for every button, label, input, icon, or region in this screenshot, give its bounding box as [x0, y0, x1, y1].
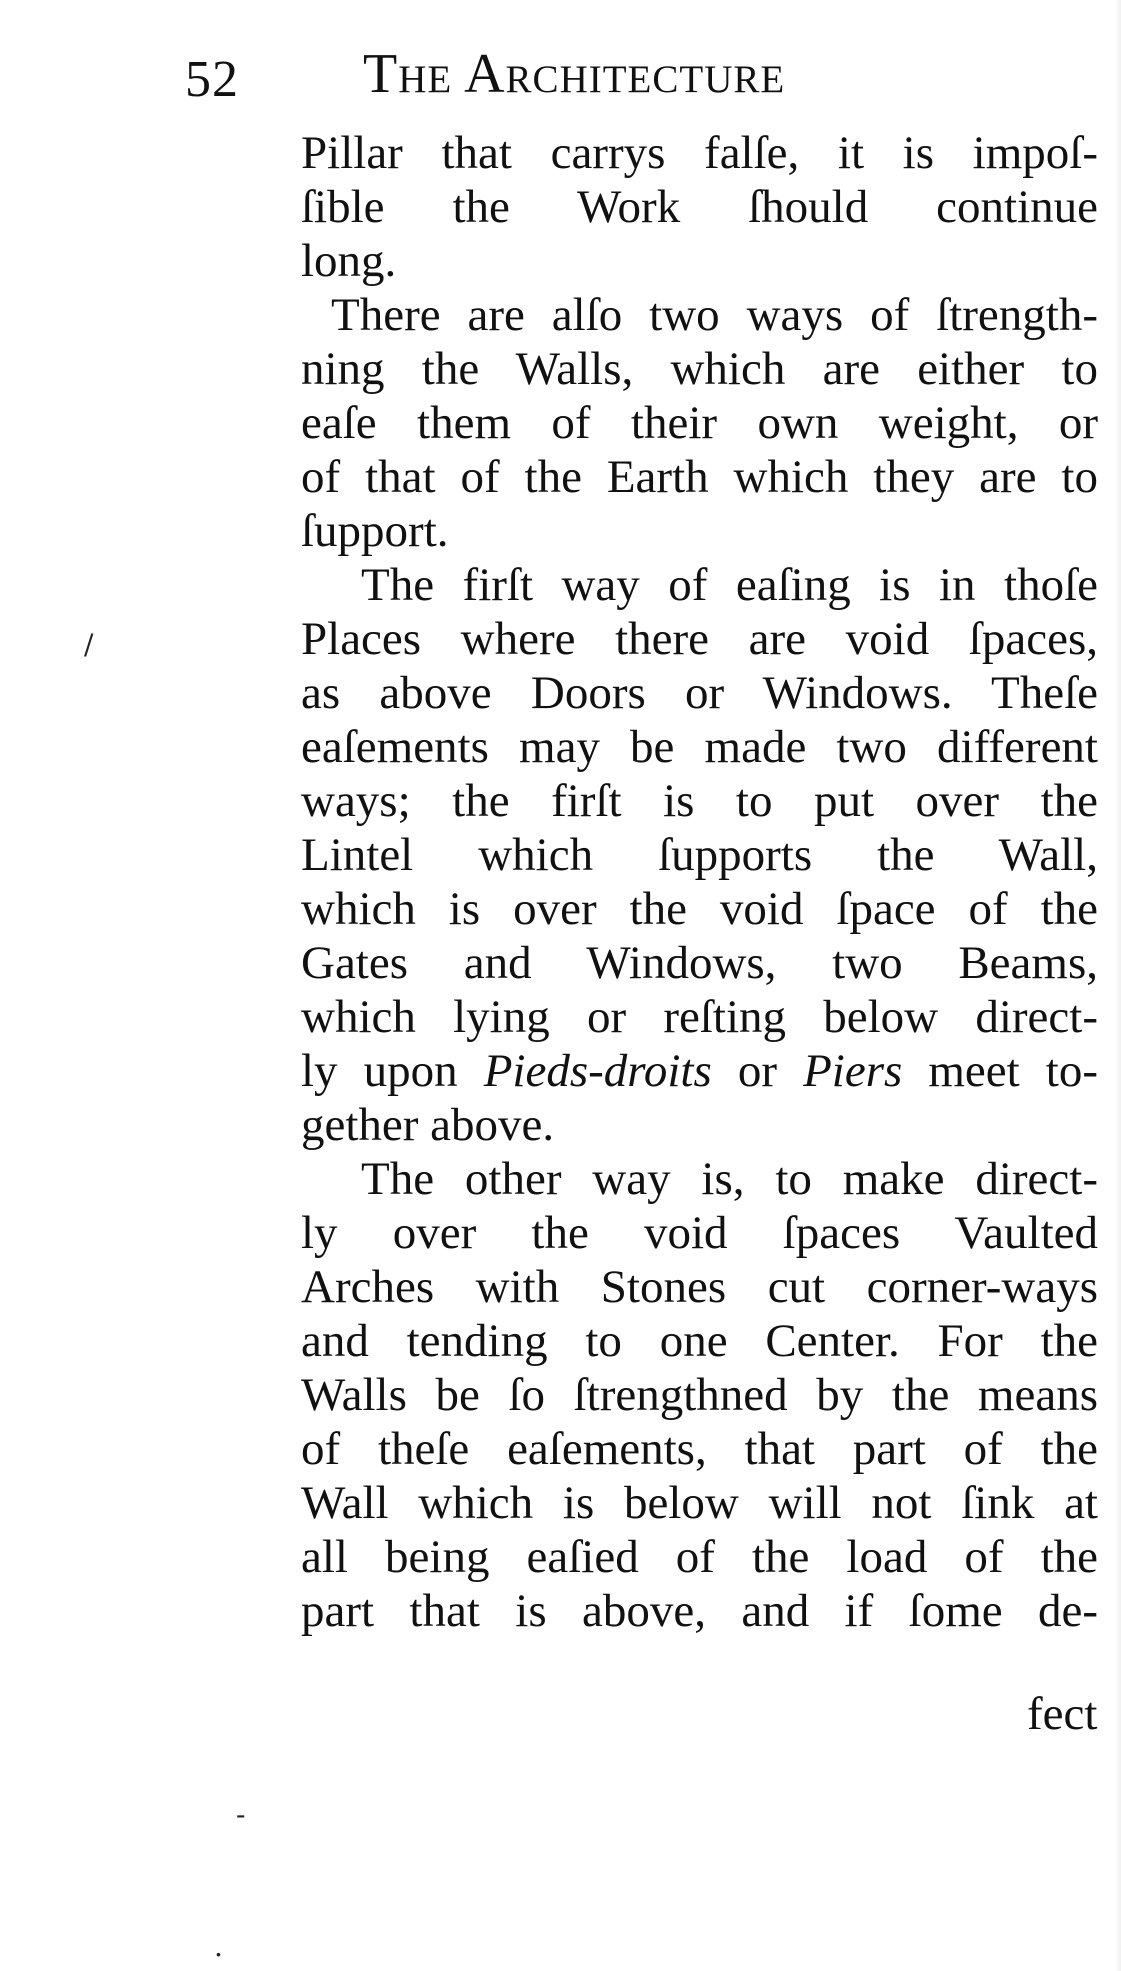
text-line: eaſe them of their own weight, or: [301, 397, 1098, 449]
text-line: Wall which is below will not ſink at: [301, 1477, 1098, 1529]
text-line: gether above.: [301, 1099, 555, 1151]
body-text: [301, 126, 1098, 1638]
text-line: ways; the firſt is to put over the: [301, 775, 1098, 827]
italic-term: Piers: [803, 1045, 903, 1097]
text-line: and tending to one Center. For the: [301, 1315, 1098, 1367]
text-line: which lying or reſting below direct-: [301, 991, 1098, 1043]
running-head: [363, 42, 785, 106]
text-line: ning the Walls, which are either to: [301, 343, 1098, 395]
page-header: [180, 42, 1100, 122]
text-line: The firſt way of eaſing is in thoſe: [361, 559, 1098, 611]
text-line: part that is above, and if ſome de-: [301, 1585, 1098, 1637]
italic-term: Pieds-droits: [483, 1045, 712, 1097]
text-line: ly over the void ſpaces Vaulted: [301, 1207, 1098, 1259]
text-line: of that of the Earth which they are to: [301, 451, 1098, 503]
text-line: ly upon Pieds-droits or Piers meet to-: [301, 1045, 1098, 1097]
stray-mark: .: [214, 1930, 223, 1963]
page-number: 52: [185, 51, 239, 108]
running-head-text: The Architecture: [363, 43, 786, 105]
text-line: eaſements may be made two different: [301, 721, 1098, 773]
page-edge: [1115, 0, 1121, 1971]
catchword: fect: [1027, 1688, 1098, 1740]
text-line: as above Doors or Windows. Theſe: [301, 667, 1098, 719]
text-line: ſible the Work ſhould continue: [301, 181, 1098, 233]
text-line: all being eaſied of the load of the: [301, 1531, 1098, 1583]
text-line: Lintel which ſupports the Wall,: [301, 829, 1098, 881]
text-line: Walls be ſo ſtrengthned by the means: [301, 1369, 1098, 1421]
stray-mark: -: [236, 1798, 246, 1831]
text-line: of theſe eaſements, that part of the: [301, 1423, 1098, 1475]
text-line: Arches with Stones cut corner-ways: [301, 1261, 1098, 1313]
text-line: ſupport.: [301, 505, 449, 557]
margin-mark: /: [84, 628, 94, 661]
text-line: Pillar that carrys falſe, it is impoſ-: [301, 127, 1098, 179]
text-line: which is over the void ſpace of the: [301, 883, 1098, 935]
text-line: There are alſo two ways of ſtrength-: [331, 289, 1098, 341]
text-line: The other way is, to make direct-: [361, 1153, 1098, 1205]
text-line: Places where there are void ſpaces,: [301, 613, 1098, 665]
text-line: long.: [301, 235, 397, 287]
text-line: Gates and Windows, two Beams,: [301, 937, 1098, 989]
